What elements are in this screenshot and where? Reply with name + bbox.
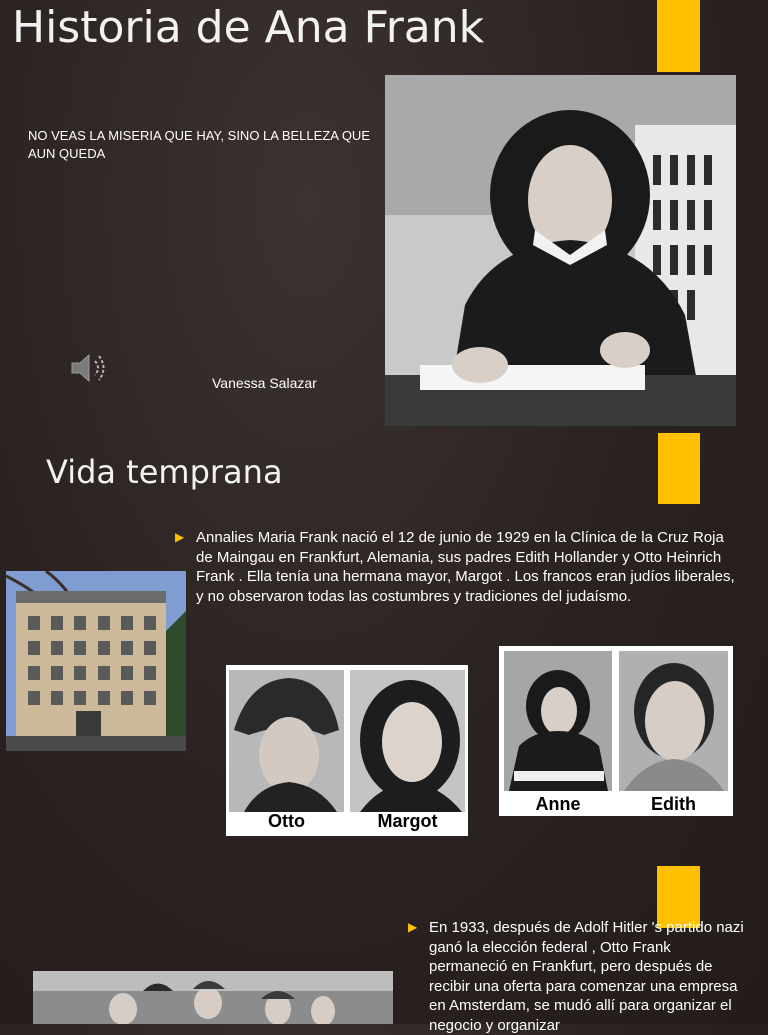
bullet-arrow-icon: ▶ xyxy=(408,920,418,934)
accent-bar-2 xyxy=(658,433,700,504)
quote-text: NO VEAS LA MISERIA QUE HAY, SINO LA BELLEZA QUE AUN QUEDA xyxy=(28,128,370,161)
caption-margot: Margot xyxy=(377,811,438,831)
clinic-building-photo xyxy=(6,571,186,751)
caption-edith: Edith xyxy=(651,794,696,814)
bullet-text: Annalies Maria Frank nació el 12 de junio de 1929 en la Clínica de la Cruz Roja de Maingau en Frankfurt, Alemania, sus padres Edith Hollander y Otto Heinrich Frank . Ella tenía una hermana mayor, Margot . Los francos eran judíos liberales, y no observaron todas las costumbres y tradiciones del judaísmo. xyxy=(196,529,735,605)
section-heading: Vida temprana xyxy=(46,453,283,491)
bullet-item-2 xyxy=(408,918,748,1035)
bullet-text-2: En 1933, después de Adolf Hitler 's partido nazi ganó la elección federal , Otto Frank permaneció en Frankfurt, pero después de recibir una oferta para comenzar una empresa en Amsterdam, se mudó allí para organizar el negocio y organizar xyxy=(429,919,744,1034)
caption-otto: Otto xyxy=(268,811,305,831)
margot-portrait xyxy=(350,670,465,812)
caption-anne: Anne xyxy=(535,794,581,814)
anne-portrait xyxy=(504,651,612,791)
otto-margot-photo xyxy=(226,665,468,836)
accent-bar xyxy=(657,0,700,72)
anne-edith-photo xyxy=(499,646,733,816)
bullet-arrow-icon: ▶ xyxy=(175,530,185,544)
family-group-art xyxy=(33,971,393,1024)
anne-frank-photo xyxy=(385,75,736,426)
otto-portrait xyxy=(229,670,344,812)
anne-frank-photo-art xyxy=(385,75,736,426)
author-name: Vanessa Salazar xyxy=(212,375,317,391)
edith-portrait xyxy=(619,651,728,791)
slide-title: Historia de Ana Frank xyxy=(12,2,485,53)
bullet-item xyxy=(175,528,735,606)
speaker-icon[interactable] xyxy=(70,350,110,386)
clinic-building-art xyxy=(6,571,186,751)
family-group-photo xyxy=(33,971,393,1024)
